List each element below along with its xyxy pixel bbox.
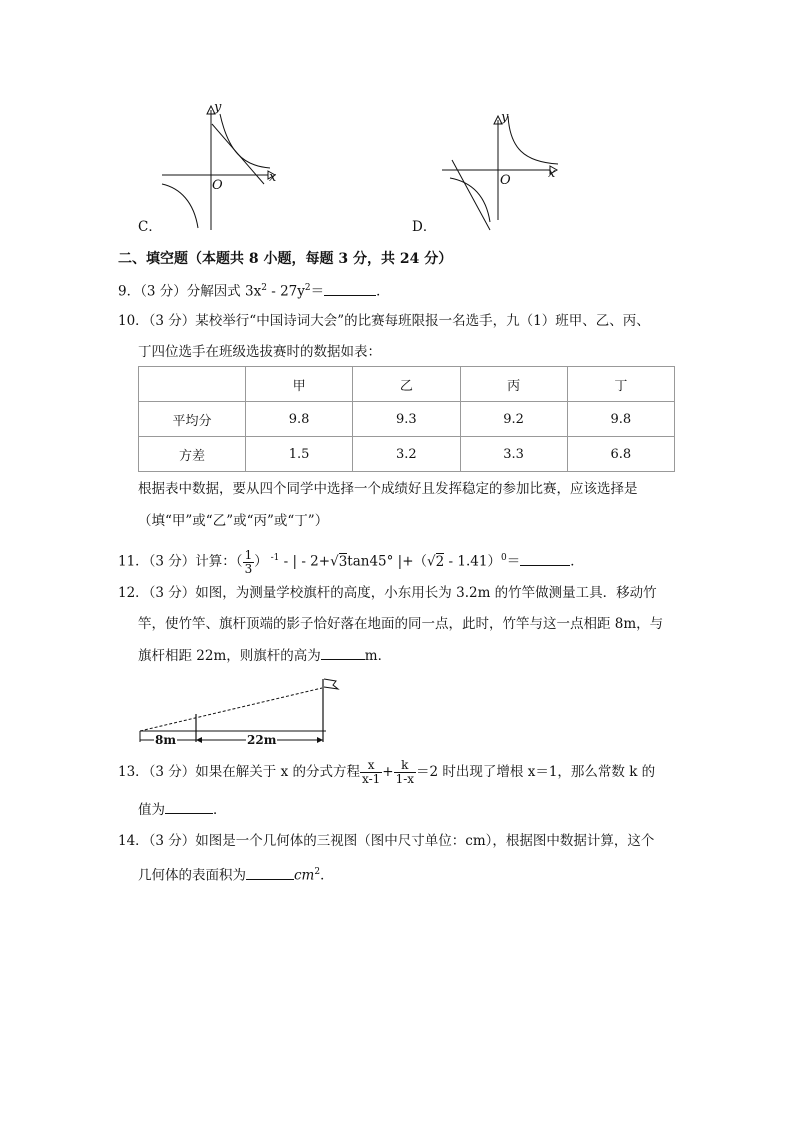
q9-equals: ＝ <box>310 283 325 300</box>
hyperbola-branch-upper <box>220 114 270 168</box>
arrow-right-icon <box>317 737 323 743</box>
graph-c-origin-label: O <box>212 178 223 193</box>
q13-line2 <box>138 801 227 819</box>
q13-fraction-2 <box>394 759 416 786</box>
q13-prefix: 13．（3 分）如果在解关于 x 的分式方程 <box>118 764 361 780</box>
q9-answer-blank[interactable] <box>324 283 376 296</box>
table-cell: 6.8 <box>567 437 674 472</box>
q12-line3 <box>138 647 391 665</box>
sqrt-icon: √ <box>427 553 436 570</box>
q14-line2 <box>138 863 334 885</box>
q13-line2-post: ． <box>213 802 227 818</box>
q13-f2-den: 1-x <box>395 772 415 786</box>
hyperbola-branch-upper <box>508 116 558 164</box>
q9-exp2: 2 <box>304 283 311 293</box>
q11-end: ． <box>570 553 584 570</box>
q13-line2-pre: 值为 <box>138 802 165 818</box>
table-header-cell: 丁 <box>567 367 674 402</box>
sqrt-icon: √ <box>330 553 339 570</box>
q12-line3-post: m． <box>364 648 392 664</box>
graph-c-y-label: y <box>214 100 222 115</box>
table-cell: 9.8 <box>567 402 674 437</box>
q14-line1: 14．（3 分）如图是一个几何体的三视图（图中尺寸单位：cm），根据图中数据计算，这个 <box>118 833 655 849</box>
section-heading: 二、填空题（本题共 8 小题，每题 3 分，共 24 分） <box>118 251 453 267</box>
q11-sqrt3: 3 <box>338 553 348 570</box>
table-header-row <box>139 367 675 402</box>
q13-fraction-1 <box>360 759 382 786</box>
q13-plus: + <box>382 764 394 780</box>
q11-part3: - | - 2+ <box>279 553 331 570</box>
q14-answer-blank[interactable] <box>246 867 294 880</box>
q11-part2: ） <box>254 553 268 570</box>
q10-after1: 根据表中数据，要从四个同学中选择一个成绩好且发挥稳定的参加比赛，应该选择是 <box>138 481 638 497</box>
q14-line2-pre: 几何体的表面积为 <box>138 867 246 884</box>
q13-f1-den: x-1 <box>362 772 381 786</box>
q11-prefix: 11．（3 分）计算：（ <box>118 553 243 570</box>
question-11 <box>118 543 584 577</box>
q13-f1-num: x <box>360 759 382 773</box>
label-22m: 22m <box>247 733 277 747</box>
q11-answer-blank[interactable] <box>520 553 570 566</box>
flag-icon <box>324 679 338 689</box>
q9-exp1: 2 <box>261 283 267 293</box>
q13-f2-num: k <box>394 759 416 773</box>
graph-d-y-label: y <box>501 110 509 125</box>
q10-line1: 10．（3 分）某校举行“中国诗词大会”的比赛每班限报一名选手，九（1）班甲、乙、丙、 <box>118 313 650 329</box>
q9-end: ． <box>376 283 390 300</box>
q14-exp: 2 <box>314 867 321 877</box>
q11-part4: tan45° |+（ <box>347 553 428 570</box>
question-9 <box>118 279 390 301</box>
graph-c-x-label: x <box>269 170 277 185</box>
hyperbola-branch-lower <box>162 184 198 228</box>
q10-line2: 丁四位选手在班级选拔赛时的数据如表： <box>138 344 381 360</box>
graph-d-x-label: x <box>548 166 556 181</box>
table-cell: 9.2 <box>460 402 567 437</box>
q12-line1: 12．（3 分）如图，为测量学校旗杆的高度，小东用长为 3.2m 的竹竿做测量工具．移动竹 <box>118 585 657 601</box>
table-cell: 平均分 <box>139 402 246 437</box>
q9-mid: - 27y <box>266 283 305 300</box>
q11-fraction <box>243 549 255 576</box>
graph-c-svg <box>150 100 290 235</box>
table-row <box>139 437 675 472</box>
q13-answer-blank[interactable] <box>165 801 213 814</box>
graph-d <box>438 110 568 235</box>
sight-line <box>140 688 322 731</box>
label-8m: 8m <box>155 733 177 747</box>
q12-line2: 竿，使竹竿、旗杆顶端的影子恰好落在地面的同一点，此时，竹竿与这一点相距 8m，与 <box>138 616 664 632</box>
q14-unit: cm <box>294 867 315 884</box>
table-header-cell: 乙 <box>353 367 460 402</box>
table-header-cell: 甲 <box>246 367 353 402</box>
option-c-label: C． <box>138 219 162 235</box>
q13-suffix: ＝2 时出现了增根 x＝1，那么常数 k 的 <box>416 764 656 780</box>
q11-frac-num: 1 <box>244 547 253 562</box>
table-row <box>139 402 675 437</box>
q10-after2: （填“甲”或“乙”或“丙”或“丁”） <box>138 513 329 529</box>
table-cell: 3.3 <box>460 437 567 472</box>
q12-answer-blank[interactable] <box>321 647 365 660</box>
table-cell: 9.8 <box>246 402 353 437</box>
question-13 <box>118 757 655 787</box>
q9-prefix: 9．（3 分）分解因式 3x <box>118 283 262 300</box>
table-cell: 方差 <box>139 437 246 472</box>
q11-frac-den: 3 <box>244 561 253 576</box>
q11-exp-neg1: -1 <box>267 553 280 563</box>
table-cell: 9.3 <box>353 402 460 437</box>
graph-c <box>150 100 290 235</box>
q14-end: ． <box>320 867 334 884</box>
flagpole-figure <box>136 674 352 748</box>
q11-part5: - 1.41） <box>444 553 501 570</box>
q11-exp0: 0 <box>500 553 507 563</box>
option-d-label: D． <box>412 219 437 235</box>
score-table <box>138 366 675 472</box>
table-cell: 3.2 <box>353 437 460 472</box>
q11-sqrt2: 2 <box>435 553 445 570</box>
graph-d-origin-label: O <box>500 173 511 188</box>
table-header-cell: 丙 <box>460 367 567 402</box>
table-header-cell <box>139 367 246 402</box>
table-cell: 1.5 <box>246 437 353 472</box>
q11-part6: ＝ <box>506 553 521 570</box>
arrow-left-icon <box>196 737 202 743</box>
hyperbola-branch-lower <box>450 178 490 222</box>
q12-line3-pre: 旗杆相距 22m，则旗杆的高为 <box>138 648 321 664</box>
